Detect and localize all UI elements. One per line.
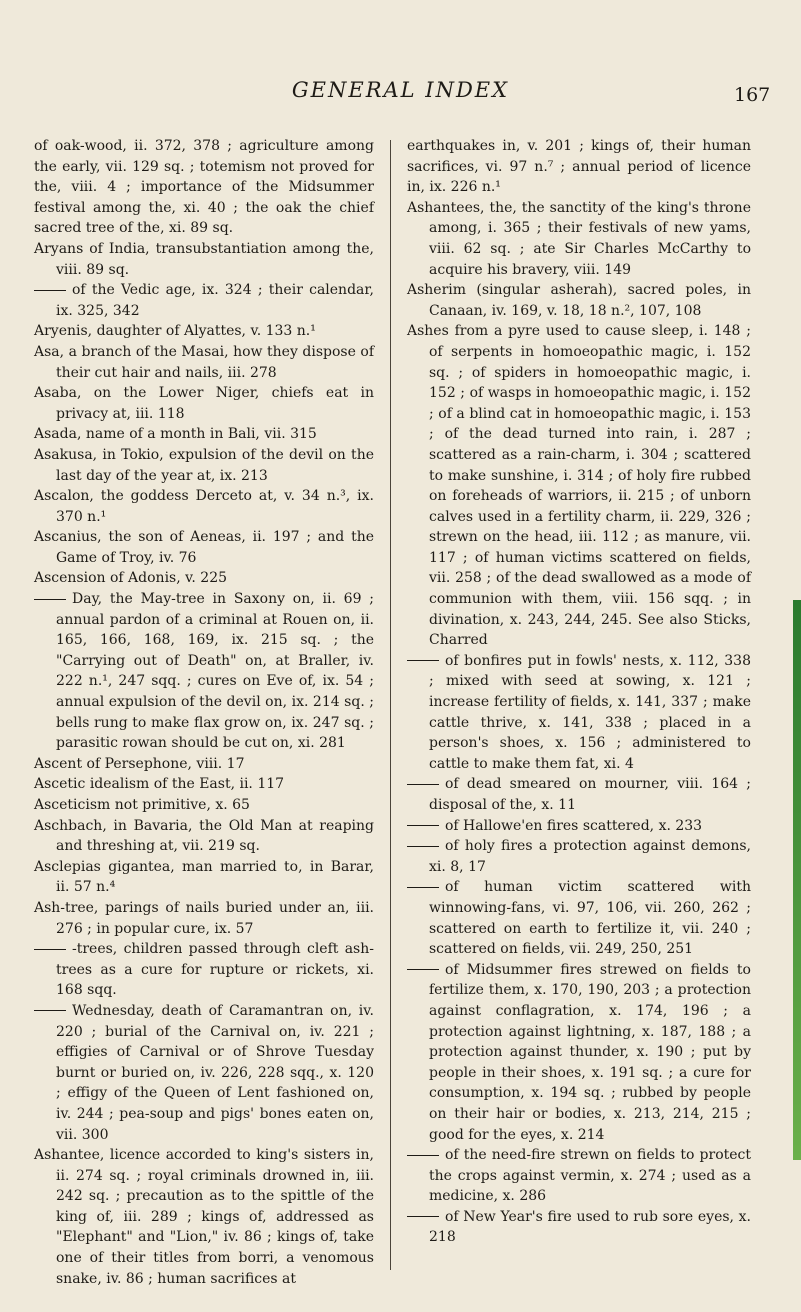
index-entry: Asada, name of a month in Bali, vii. 315 <box>34 426 317 443</box>
page-edge-mark <box>793 600 801 1160</box>
index-subentry: of Hallowe'en fires scattered, x. 233 <box>407 816 751 837</box>
index-entry: Aryans of India, transubstantiation among the, viii. 89 sq. <box>34 240 374 278</box>
index-subentry: -trees, children passed through cleft ash-trees as a cure for rupture or rickets, xi. 168 sqq. <box>34 939 374 1001</box>
index-entry: Asa, a branch of the Masai, how they dispose of their cut hair and nails, iii. 278 <box>34 343 374 381</box>
left-column <box>34 136 374 1289</box>
index-entry: Ashantees, the, the sanctity of the king's throne among, i. 365 ; their festivals of new yams, viii. 62 sq. ; ate Sir Charles McCarthy to acquire his bravery, viii. 149 <box>407 199 751 278</box>
page-number: 167 <box>734 84 771 106</box>
index-entry: Ashantee, licence accorded to king's sisters in, ii. 274 sq. ; royal criminals drowned in, iii. 242 sq. ; precaution as to the spittle of the king of, iii. 289 ; kings of, addressed as "Elephant" and "Lion," iv. 86 ; kings of, take one of their titles from borri, a venomous snake, iv. 86 ; human sacrifices at <box>34 1147 374 1287</box>
index-entry: Ashes from a pyre used to cause sleep, i. 148 ; of serpents in homoeopathic magic, i. 152 sq. ; of spiders in homoeopathic magic, i. 152 ; of wasps in homoeopathic magic, i. 152 ; of a blind cat in homoeopathic magic, i. 153 ; of the dead turned into rain, i. 287 ; scattered as a rain-charm, i. 304 ; scattered to make sunshine, i. 314 ; of holy fire rubbed on foreheads of warriors, ii. 215 ; of unborn calves used in a fertility charm, ii. 229, 326 ; strewn on the head, iii. 112 ; as manure, vii. 117 ; of human victims scattered on fields, vii. 258 ; of the dead swallowed as a mode of communion with them, viii. 156 sqq. ; in divination, x. 243, 244, 245. See also Sticks, Charred <box>407 323 751 649</box>
index-entry: Ascetic idealism of the East, ii. 117 <box>34 776 285 793</box>
index-entry: Ascalon, the goddess Derceto at, v. 34 n.³, ix. 370 n.¹ <box>34 488 374 525</box>
index-entry: Aryenis, daughter of Alyattes, v. 133 n.¹ <box>34 323 316 340</box>
index-entry: Asherim (singular asherah), sacred poles, in Canaan, iv. 169, v. 18, 18 n.², 107, 108 <box>407 282 751 319</box>
index-subentry: Day, the May-tree in Saxony on, ii. 69 ; annual pardon of a criminal at Rouen on, ii. 165, 166, 168, 169, ix. 215 sq. ; the "Carrying out of Death" on, at Braller, iv. 222 n.¹, 247 sqq. ; cures on Eve of, ix. 54 ; annual expulsion of the devil on, ix. 214 sq. ; bells rung to make flax grow on, ix. 247 sq. ; parasitic rowan should be cut on, xi. 281 <box>34 589 374 754</box>
index-subentry: Wednesday, death of Caramantran on, iv. 220 ; burial of the Carnival on, iv. 221 ; effigies of Carnival or of Shrove Tuesday burnt or buried on, iv. 226, 228 sqq., x. 120 ; effigy of the Queen of Lent fashioned on, iv. 244 ; pea-soup and pigs' bones eaten on, vii. 300 <box>34 1001 374 1145</box>
index-entry: Asaba, on the Lower Niger, chiefs eat in privacy at, iii. 118 <box>34 385 374 422</box>
index-entry: Ascension of Adonis, v. 225 <box>34 570 228 587</box>
index-entry: Asakusa, in Tokio, expulsion of the devil on the last day of the year at, ix. 213 <box>34 446 374 484</box>
index-subentry: of Midsummer fires strewed on fields to fertilize them, x. 170, 190, 203 ; a protection against conflagration, x. 174, 196 ; a protection against lightning, x. 187, 188 ; a protection against thunder, x. 190 ; put by people in their shoes, x. 191 sq. ; a cure for consumption, x. 194 sq. ; rubbed by people on their hair or bodies, x. 213, 214, 215 ; good for the eyes, x. 214 <box>407 960 751 1145</box>
running-head: GENERAL INDEX <box>291 78 510 102</box>
index-subentry: of holy fires a protection against demons, xi. 8, 17 <box>407 836 751 877</box>
index-subentry: of dead smeared on mourner, viii. 164 ; disposal of the, x. 11 <box>407 774 751 815</box>
index-subentry: of the need-fire strewn on fields to protect the crops against vermin, x. 274 ; used as a medicine, x. 286 <box>407 1145 751 1207</box>
index-entry: Asceticism not primitive, x. 65 <box>34 797 250 813</box>
right-column <box>407 136 751 1248</box>
index-entry: of oak-wood, ii. 372, 378 ; agriculture among the early, vii. 129 sq. ; totemism not proved for the, viii. 4 ; importance of the Midsummer festival among the, xi. 40 ; the oak the chief sacred tree of the, xi. 89 sq. <box>34 138 374 237</box>
index-subentry: of human victim scattered with winnowing-fans, vi. 97, 106, vii. 260, 262 ; scattered on earth to fertilize it, vii. 240 ; scattered on fields, vii. 249, 250, 251 <box>407 877 751 959</box>
index-subentry: of bonfires put in fowls' nests, x. 112, 338 ; mixed with seed at sowing, x. 121 ; increase fertility of fields, x. 141, 337 ; make cattle thrive, x. 141, 338 ; placed in a person's shoes, x. 156 ; administered to cattle to make them fat, xi. 4 <box>407 651 751 775</box>
index-subentry: of the Vedic age, ix. 324 ; their calendar, ix. 325, 342 <box>34 280 374 321</box>
index-entry: Ash-tree, parings of nails buried under an, iii. 276 ; in popular cure, ix. 57 <box>34 899 374 937</box>
index-entry: Asclepias gigantea, man married to, in Barar, ii. 57 n.⁴ <box>34 858 374 896</box>
column-divider <box>390 140 391 1270</box>
index-entry: earthquakes in, v. 201 ; kings of, their human sacrifices, vi. 97 n.⁷ ; annual period of licence in, ix. 226 n.¹ <box>407 138 751 196</box>
index-entry: Ascanius, the son of Aeneas, ii. 197 ; and the Game of Troy, iv. 76 <box>34 529 374 566</box>
index-entry: Ascent of Persephone, viii. 17 <box>34 755 245 772</box>
index-entry: Aschbach, in Bavaria, the Old Man at reaping and threshing at, vii. 219 sq. <box>34 817 374 855</box>
index-subentry: of New Year's fire used to rub sore eyes, x. 218 <box>407 1207 751 1248</box>
